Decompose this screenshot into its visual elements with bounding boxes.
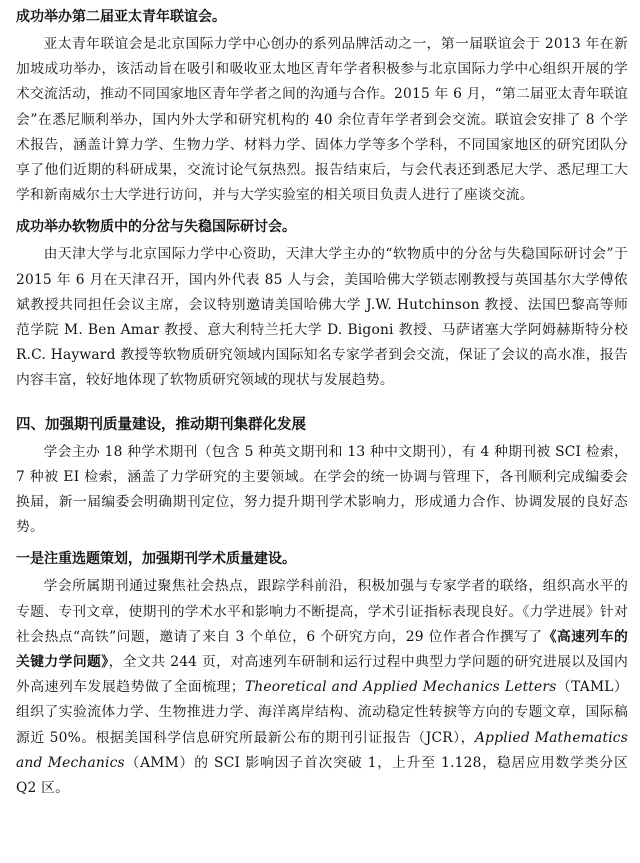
section-heading-youth-meeting: 成功举办第二届亚太青年联谊会。 bbox=[16, 9, 226, 25]
paragraph-topic-planning bbox=[16, 574, 628, 801]
paragraph-soft-matter: 由天津大学与北京国际力学中心资助，天津大学主办的“软物质中的分岔与失稳国际研讨会”于 2015 年 6 月在天津召开，国内外代表 85 人与会，美国哈佛大学锁志刚教授与英国基尔大学傅侬斌教授共同担任会议主席，会议特别邀请美国哈佛大学 J.W. Hutchinson 教授、法国巴黎高等师范学院 M. Ben Amar 教授、意大利特兰托大学 D. Bigoni 教授、马萨诸塞大学阿姆赫斯特分校 R.C. Hayward 教授等软物质研究领域内国际知名专家学者到会交流，保证了会议的高水准，报告内容丰富，较好地体现了软物质研究领域的现状与发展趋势。 bbox=[16, 246, 628, 389]
paragraph-youth-meeting: 亚太青年联谊会是北京国际力学中心创办的系列品牌活动之一，第一届联谊会于 2013 年在新加坡成功举办，该活动旨在吸引和吸收亚太地区青年学者积极参与北京国际力学中心组织开展的学术交流活动，推动不同国家地区青年学者之间的沟通与合作。2015 年 6 月，“第二届亚太青年联谊会”在悉尼顺利举办，国内外大学和研究机构的 40 余位青年学者到会交流。联谊会安排了 8 个学术报告，涵盖计算力学、生物力学、材料力学、固体力学等多个学科，不同国家地区的研究团队分享了他们近期的科研成果，交流讨论气氛热烈。报告结束后，与会代表还到悉尼大学、悉尼理工大学和新南威尔士大学进行访问，并与大学实验室的相关项目负责人进行了座谈交流。 bbox=[16, 36, 628, 204]
italic-journal-name-taml: Theoretical and Applied Mechanics Letters bbox=[244, 679, 557, 696]
section-heading-soft-matter: 成功举办软物质中的分岔与失稳国际研讨会。 bbox=[16, 219, 296, 236]
section-heading-topic-planning: 一是注重选题策划，加强期刊学术质量建设。 bbox=[16, 551, 296, 568]
italic-journal-name-amm: Applied Mathematics and Mechanics bbox=[16, 729, 629, 771]
text-run: （AMM）的 SCI 影响因子首次突破 1，上升至 1.128，稳居应用数学类分区 Q2 区。 bbox=[16, 754, 628, 797]
section-heading-journals: 四、加强期刊质量建设，推动期刊集群化发展 bbox=[16, 416, 306, 433]
text-run: （TAML）组织了实验流体力学、生物推进力学、海洋离岸结构、流动稳定性转捩等方向的专题文章，国际稿源近 50%。根据美国科学信息研究所最新公布的期刊引证报告（JCR）， bbox=[16, 679, 628, 746]
text-run: ，全文共 244 页，对高速列车研制和运行过程中典型力学问题的研究进展以及国内外高速列车发展趋势做了全面梳理； bbox=[16, 654, 629, 696]
bold-article-title: 《高速列车的关键力学问题》 bbox=[16, 628, 628, 671]
paragraph-journals: 学会主办 18 种学术期刊（包含 5 种英文期刊和 13 种中文期刊），有 4 种期刊被 SCI 检索，7 种被 EI 检索，涵盖了力学研究的主要领域。在学会的统一协调与管理下，各刊顺利完成编委会换届，新一届编委会明确期刊定位，努力提升期刊学术影响力，形成通力合作、协调发展的良好态势。 bbox=[16, 443, 628, 536]
text-run: 学会所属期刊通过聚焦社会热点，跟踪学科前沿，积极加强与专家学者的联络，组织高水平的专题、专刊文章，使期刊的学术水平和影响力不断提高，学术引证指标表现良好。《力学进展》针对社会热点“高铁”问题，邀请了来自 3 个单位，6 个研究方向，29 位作者合作撰写了 bbox=[16, 578, 628, 645]
